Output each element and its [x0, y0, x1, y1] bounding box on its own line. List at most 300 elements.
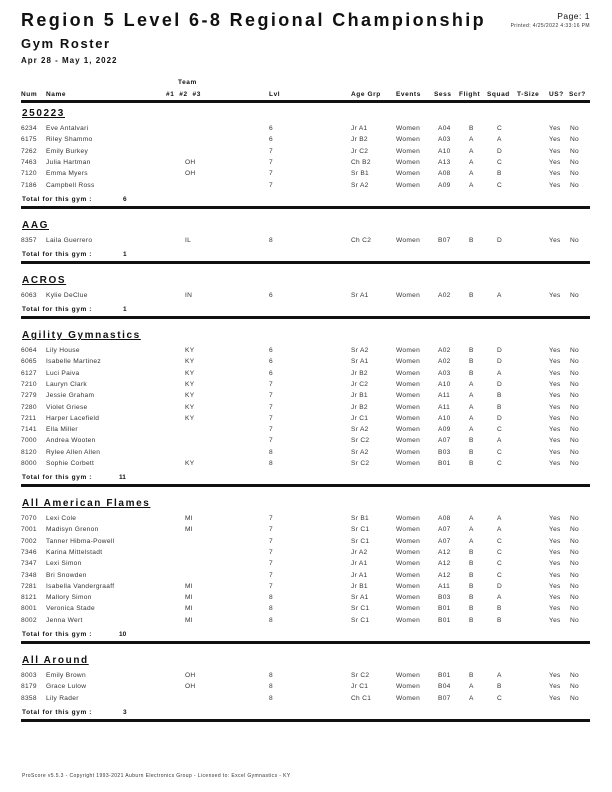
gym-total-label: Total for this gym : — [22, 708, 93, 716]
athlete-age-group: Ch B2 — [351, 158, 371, 166]
athlete-us: Yes — [549, 181, 561, 189]
athlete-session: B03 — [438, 594, 451, 602]
athlete-session: A10 — [438, 147, 451, 155]
athlete-session: A02 — [438, 292, 451, 299]
athlete-flight: B — [469, 616, 474, 624]
athlete-flight: B — [469, 448, 474, 456]
athlete-flight: A — [469, 526, 474, 534]
gym-name: All American Flames — [22, 498, 151, 509]
athlete-flight: B — [469, 582, 474, 590]
athlete-squad: C — [497, 460, 503, 467]
athlete-age-group: Jr C2 — [351, 380, 369, 388]
athlete-name: Jessie Graham — [46, 392, 95, 400]
section-divider — [21, 719, 590, 722]
athlete-num: 7348 — [21, 571, 37, 579]
athlete-session: A02 — [438, 358, 451, 366]
table-row — [0, 148, 612, 159]
athlete-level: 8 — [269, 694, 273, 702]
athlete-us: Yes — [549, 380, 561, 388]
athlete-level: 7 — [269, 515, 273, 522]
table-row — [0, 125, 612, 136]
column-header-events: Events — [396, 91, 421, 98]
athlete-team: IN — [185, 292, 193, 299]
athlete-age-group: Sr C1 — [351, 537, 370, 545]
athlete-age-group: Jr A1 — [351, 571, 368, 579]
athlete-name: Madisyn Grenon — [46, 526, 99, 534]
table-row — [0, 594, 612, 605]
table-row — [0, 415, 612, 426]
gym-total-count: 11 — [119, 474, 126, 482]
athlete-events: Women — [396, 358, 421, 366]
athlete-level: 6 — [269, 125, 273, 132]
athlete-session: B01 — [438, 460, 451, 467]
athlete-age-group: Jr C1 — [351, 683, 369, 691]
athlete-level: 7 — [269, 426, 273, 434]
athlete-squad: C — [497, 426, 503, 434]
athlete-age-group: Sr C2 — [351, 672, 370, 679]
athlete-num: 7001 — [21, 526, 37, 534]
table-row — [0, 460, 612, 471]
gym-total-count: 6 — [123, 195, 127, 203]
athlete-num: 7281 — [21, 582, 37, 590]
athlete-scratch: No — [570, 358, 580, 366]
athlete-name: Mallory Simon — [46, 594, 92, 602]
athlete-name: Jenna Wert — [46, 616, 83, 624]
athlete-us: Yes — [549, 403, 561, 411]
athlete-name: Harper Lacefield — [46, 414, 100, 422]
athlete-squad: A — [497, 369, 502, 377]
athlete-events: Women — [396, 605, 421, 613]
athlete-age-group: Jr A2 — [351, 548, 368, 556]
athlete-session: A12 — [438, 548, 451, 556]
athlete-team: OH — [185, 672, 196, 679]
athlete-us: Yes — [549, 392, 561, 400]
athlete-flight: A — [469, 181, 474, 189]
athlete-name: Tanner Hibma-Powell — [46, 537, 115, 545]
athlete-age-group: Jr B2 — [351, 369, 368, 377]
athlete-events: Women — [396, 683, 421, 691]
athlete-events: Women — [396, 616, 421, 624]
athlete-age-group: Sr A2 — [351, 448, 369, 456]
athlete-squad: C — [497, 571, 503, 579]
column-header-us: US? — [549, 91, 564, 98]
athlete-name: Lexi Simon — [46, 560, 82, 568]
athlete-session: A02 — [438, 347, 451, 354]
athlete-level: 8 — [269, 605, 273, 613]
table-row — [0, 170, 612, 181]
athlete-flight: B — [469, 237, 474, 244]
athlete-level: 7 — [269, 414, 273, 422]
athlete-name: Violet Griese — [46, 403, 88, 411]
athlete-events: Women — [396, 448, 421, 456]
athlete-num: 8120 — [21, 448, 37, 456]
athlete-session: A07 — [438, 537, 451, 545]
athlete-scratch: No — [570, 136, 580, 144]
athlete-flight: A — [469, 683, 474, 691]
athlete-scratch: No — [570, 448, 580, 456]
athlete-events: Women — [396, 347, 421, 354]
gym-total-count: 1 — [123, 306, 127, 314]
athlete-events: Women — [396, 526, 421, 534]
athlete-flight: A — [469, 380, 474, 388]
table-row — [0, 583, 612, 594]
athlete-level: 7 — [269, 147, 273, 155]
table-row — [0, 136, 612, 147]
athlete-level: 7 — [269, 403, 273, 411]
athlete-session: B07 — [438, 694, 451, 702]
athlete-events: Women — [396, 158, 421, 166]
athlete-scratch: No — [570, 616, 580, 624]
athlete-us: Yes — [549, 125, 561, 132]
athlete-events: Women — [396, 515, 421, 522]
athlete-scratch: No — [570, 426, 580, 434]
table-row — [0, 292, 612, 303]
athlete-events: Women — [396, 594, 421, 602]
athlete-events: Women — [396, 403, 421, 411]
athlete-us: Yes — [549, 347, 561, 354]
athlete-session: A11 — [438, 392, 451, 400]
athlete-name: Grace Lulow — [46, 683, 87, 691]
athlete-squad: C — [497, 158, 503, 166]
athlete-level: 8 — [269, 237, 273, 244]
gym-total-label: Total for this gym : — [22, 474, 93, 482]
athlete-squad: C — [497, 537, 503, 545]
athlete-level: 7 — [269, 571, 273, 579]
athlete-flight: B — [469, 347, 474, 354]
athlete-flight: B — [469, 560, 474, 568]
athlete-num: 7211 — [21, 414, 37, 422]
athlete-scratch: No — [570, 548, 580, 556]
athlete-team: KY — [185, 380, 195, 388]
athlete-team: IL — [185, 237, 192, 244]
athlete-num: 7262 — [21, 147, 37, 155]
athlete-team: KY — [185, 369, 195, 377]
gym-total-label: Total for this gym : — [22, 631, 93, 638]
table-row — [0, 159, 612, 170]
athlete-scratch: No — [570, 158, 580, 166]
athlete-name: Isabelle Martinez — [46, 358, 101, 366]
athlete-session: B01 — [438, 605, 451, 613]
athlete-age-group: Sr A2 — [351, 426, 369, 434]
athlete-events: Women — [396, 672, 421, 679]
table-row — [0, 572, 612, 583]
athlete-us: Yes — [549, 605, 561, 613]
athlete-squad: B — [497, 170, 502, 178]
athlete-name: Veronica Stade — [46, 605, 95, 613]
athlete-flight: B — [469, 605, 474, 613]
athlete-flight: A — [469, 392, 474, 400]
athlete-events: Women — [396, 582, 421, 590]
athlete-team: MI — [185, 515, 193, 522]
athlete-flight: A — [469, 537, 474, 545]
column-header-tsize: T-Size — [517, 91, 540, 98]
table-row — [0, 560, 612, 571]
athlete-team: OH — [185, 158, 196, 166]
athlete-level: 6 — [269, 136, 273, 144]
athlete-squad: C — [497, 448, 503, 456]
athlete-scratch: No — [570, 437, 580, 445]
table-row — [0, 237, 612, 248]
table-row — [0, 515, 612, 526]
athlete-num: 6234 — [21, 125, 37, 132]
athlete-events: Women — [396, 136, 421, 144]
gym-total-label: Total for this gym : — [22, 195, 93, 203]
athlete-us: Yes — [549, 414, 561, 422]
section-divider — [21, 206, 590, 209]
gym-total-count: 1 — [123, 251, 127, 259]
athlete-num: 6127 — [21, 369, 37, 377]
athlete-squad: A — [497, 292, 502, 299]
athlete-scratch: No — [570, 170, 580, 178]
athlete-age-group: Sr A2 — [351, 347, 369, 354]
athlete-events: Women — [396, 369, 421, 377]
table-row — [0, 437, 612, 448]
athlete-scratch: No — [570, 515, 580, 522]
athlete-squad: D — [497, 147, 503, 155]
report-dates: Apr 28 - May 1, 2022 — [21, 56, 118, 65]
gym-name: ACROS — [22, 275, 67, 286]
table-row — [0, 526, 612, 537]
athlete-flight: A — [469, 515, 474, 522]
athlete-events: Women — [396, 292, 421, 299]
athlete-scratch: No — [570, 237, 580, 244]
athlete-level: 8 — [269, 594, 273, 602]
athlete-squad: D — [497, 380, 503, 388]
athlete-name: Bri Snowden — [46, 571, 87, 579]
table-row — [0, 426, 612, 437]
table-row — [0, 672, 612, 683]
athlete-squad: A — [497, 136, 502, 144]
athlete-level: 7 — [269, 158, 273, 166]
athlete-age-group: Jr B1 — [351, 392, 368, 400]
athlete-flight: B — [469, 672, 474, 679]
athlete-num: 8002 — [21, 616, 37, 624]
athlete-events: Women — [396, 437, 421, 445]
athlete-age-group: Ch C1 — [351, 694, 372, 702]
athlete-us: Yes — [549, 448, 561, 456]
athlete-name: Luci Paiva — [46, 369, 80, 377]
footer-text: ProScore v5.5.3 - Copyright 1993-2021 Auburn Electronics Group - Licensed to: Excel Gymnastics - KY — [22, 773, 291, 779]
athlete-session: B01 — [438, 616, 451, 624]
athlete-events: Women — [396, 170, 421, 178]
athlete-age-group: Sr A1 — [351, 594, 369, 602]
athlete-num: 6175 — [21, 136, 37, 144]
athlete-session: A10 — [438, 380, 451, 388]
athlete-num: 8001 — [21, 605, 37, 613]
athlete-age-group: Jr A1 — [351, 560, 368, 568]
athlete-name: Julia Hartman — [46, 158, 91, 166]
athlete-level: 7 — [269, 548, 273, 556]
athlete-name: Lily House — [46, 347, 80, 354]
page-number: Page: 1 — [557, 11, 590, 21]
athlete-age-group: Sr A1 — [351, 358, 369, 366]
athlete-events: Women — [396, 537, 421, 545]
athlete-session: A03 — [438, 136, 451, 144]
athlete-num: 7002 — [21, 537, 37, 545]
athlete-age-group: Sr A1 — [351, 292, 369, 299]
athlete-session: A13 — [438, 158, 451, 166]
athlete-scratch: No — [570, 125, 580, 132]
athlete-age-group: Sr C1 — [351, 616, 370, 624]
athlete-events: Women — [396, 548, 421, 556]
athlete-us: Yes — [549, 560, 561, 568]
athlete-scratch: No — [570, 694, 580, 702]
athlete-squad: B — [497, 392, 502, 400]
section-divider — [21, 641, 590, 644]
athlete-us: Yes — [549, 526, 561, 534]
column-header-num: Num — [21, 91, 38, 98]
athlete-num: 8003 — [21, 672, 37, 679]
athlete-level: 7 — [269, 181, 273, 189]
athlete-squad: C — [497, 548, 503, 556]
athlete-team: KY — [185, 460, 195, 467]
athlete-squad: D — [497, 414, 503, 422]
athlete-name: Andrea Wooten — [46, 437, 96, 445]
athlete-level: 8 — [269, 683, 273, 691]
athlete-flight: B — [469, 437, 474, 445]
gym-total-count: 10 — [119, 631, 127, 638]
athlete-events: Women — [396, 237, 421, 244]
athlete-flight: A — [469, 170, 474, 178]
gym-total-label: Total for this gym : — [22, 251, 93, 259]
athlete-level: 7 — [269, 437, 273, 445]
athlete-events: Women — [396, 147, 421, 155]
athlete-session: A12 — [438, 571, 451, 579]
athlete-session: A07 — [438, 526, 451, 534]
athlete-scratch: No — [570, 347, 580, 354]
section-divider — [21, 484, 590, 487]
gym-name: AAG — [22, 220, 50, 231]
athlete-us: Yes — [549, 136, 561, 144]
table-row — [0, 695, 612, 706]
athlete-squad: D — [497, 358, 503, 366]
athlete-num: 7000 — [21, 437, 37, 445]
athlete-num: 7279 — [21, 392, 37, 400]
athlete-name: Eve Antalvari — [46, 125, 89, 132]
athlete-name: Campbell Ross — [46, 181, 95, 189]
athlete-events: Women — [396, 380, 421, 388]
athlete-age-group: Sr A2 — [351, 181, 369, 189]
athlete-scratch: No — [570, 181, 580, 189]
athlete-us: Yes — [549, 594, 561, 602]
athlete-num: 7186 — [21, 181, 37, 189]
athlete-flight: B — [469, 548, 474, 556]
athlete-name: Sophie Corbett — [46, 460, 95, 467]
athlete-flight: A — [469, 136, 474, 144]
athlete-squad: B — [497, 616, 502, 624]
athlete-age-group: Jr B1 — [351, 582, 368, 590]
athlete-session: A09 — [438, 426, 451, 434]
athlete-events: Women — [396, 460, 421, 467]
athlete-squad: B — [497, 605, 502, 613]
athlete-us: Yes — [549, 426, 561, 434]
athlete-level: 7 — [269, 170, 273, 178]
athlete-session: A03 — [438, 369, 451, 377]
athlete-flight: A — [469, 403, 474, 411]
athlete-flight: B — [469, 369, 474, 377]
athlete-team: MI — [185, 605, 193, 613]
athlete-num: 6065 — [21, 358, 37, 366]
table-row — [0, 617, 612, 628]
athlete-name: Lily Rader — [46, 694, 79, 702]
athlete-age-group: Sr B1 — [351, 170, 369, 178]
athlete-level: 7 — [269, 526, 273, 534]
athlete-session: A10 — [438, 414, 451, 422]
gym-total-count: 3 — [123, 708, 127, 716]
athlete-name: Emma Myers — [46, 170, 88, 178]
athlete-us: Yes — [549, 672, 561, 679]
column-header-age-grp: Age Grp — [351, 91, 381, 98]
athlete-scratch: No — [570, 380, 580, 388]
athlete-scratch: No — [570, 369, 580, 377]
athlete-us: Yes — [549, 582, 561, 590]
athlete-level: 6 — [269, 292, 273, 299]
athlete-num: 7141 — [21, 426, 37, 434]
athlete-flight: B — [469, 292, 474, 299]
athlete-scratch: No — [570, 560, 580, 568]
athlete-scratch: No — [570, 292, 580, 299]
athlete-session: A09 — [438, 181, 451, 189]
athlete-num: 7280 — [21, 403, 37, 411]
athlete-us: Yes — [549, 548, 561, 556]
athlete-team: MI — [185, 594, 193, 602]
athlete-name: Laila Guerrero — [46, 237, 93, 244]
column-header-squad: Squad — [487, 91, 510, 98]
athlete-scratch: No — [570, 460, 580, 467]
athlete-name: Rylee Allen Allen — [46, 448, 101, 456]
athlete-num: 6063 — [21, 292, 37, 299]
athlete-squad: D — [497, 237, 503, 244]
athlete-us: Yes — [549, 616, 561, 624]
athlete-num: 7070 — [21, 515, 37, 522]
athlete-us: Yes — [549, 437, 561, 445]
athlete-age-group: Jr C1 — [351, 414, 369, 422]
athlete-scratch: No — [570, 672, 580, 679]
section-divider — [21, 316, 590, 319]
column-header-team: #1 #2 #3 — [166, 91, 201, 98]
athlete-age-group: Jr B2 — [351, 403, 368, 411]
athlete-events: Women — [396, 426, 421, 434]
report-title: Region 5 Level 6-8 Regional Championship — [21, 10, 487, 30]
athlete-squad: D — [497, 582, 503, 590]
athlete-squad: C — [497, 125, 503, 132]
table-row — [0, 605, 612, 616]
athlete-scratch: No — [570, 537, 580, 545]
column-header-flight: Flight — [459, 91, 481, 98]
athlete-level: 7 — [269, 380, 273, 388]
athlete-level: 8 — [269, 448, 273, 456]
athlete-flight: A — [469, 147, 474, 155]
athlete-events: Women — [396, 571, 421, 579]
section-divider — [21, 261, 590, 264]
athlete-us: Yes — [549, 237, 561, 244]
athlete-num: 7347 — [21, 560, 37, 568]
athlete-level: 7 — [269, 392, 273, 400]
athlete-flight: B — [469, 571, 474, 579]
gym-total-label: Total for this gym : — [22, 306, 93, 314]
athlete-level: 8 — [269, 616, 273, 624]
athlete-session: B03 — [438, 448, 451, 456]
athlete-flight: B — [469, 460, 474, 467]
athlete-team: KY — [185, 414, 195, 422]
report-subtitle: Gym Roster — [21, 36, 111, 51]
athlete-session: A07 — [438, 437, 451, 445]
column-header-scr: Scr? — [569, 91, 586, 98]
athlete-age-group: Sr B1 — [351, 515, 369, 522]
athlete-num: 6064 — [21, 347, 37, 354]
athlete-session: A08 — [438, 515, 451, 522]
athlete-num: 8179 — [21, 683, 37, 691]
